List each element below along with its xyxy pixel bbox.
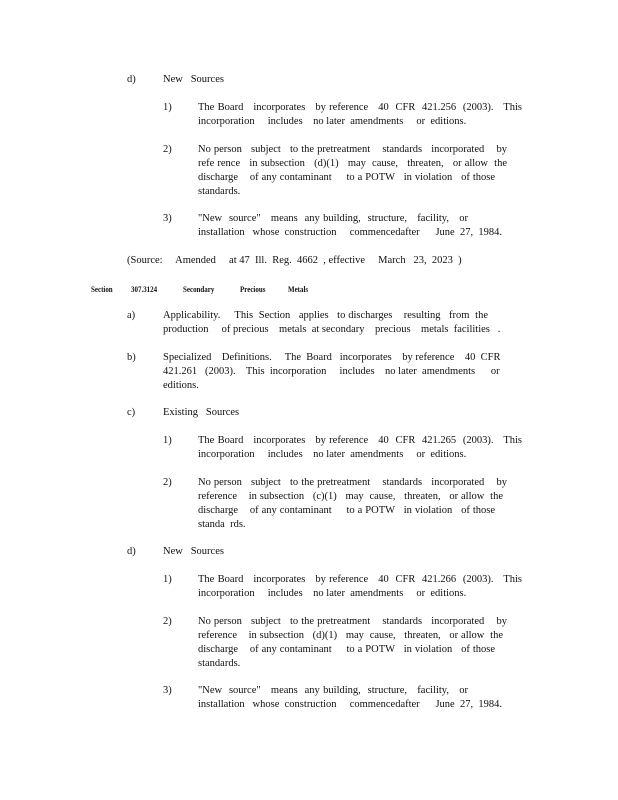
- item-number: 1): [163, 435, 172, 446]
- item-number: 2): [163, 144, 172, 155]
- section-word: Section: [91, 284, 113, 294]
- paragraph-line: discharge of any contaminant to a POTW in violation of those: [198, 505, 495, 516]
- paragraph-line: standards.: [198, 186, 241, 197]
- paragraph-line: discharge of any contaminant to a POTW in violation of those: [198, 172, 495, 183]
- item-number: 2): [163, 477, 172, 488]
- item-number: 3): [163, 213, 172, 224]
- paragraph: [198, 143, 507, 199]
- paragraph-line: "New source" means any building, structure, facility, or: [198, 213, 468, 224]
- paragraph-line: installation whose construction commencedafter June 27, 1984.: [198, 699, 502, 710]
- section-number: 307.3124: [131, 284, 158, 294]
- paragraph-line: installation whose construction commencedafter June 27, 1984.: [198, 227, 502, 238]
- paragraph-line: No person subject to the pretreatment standards incorporated by: [198, 616, 507, 627]
- subsection-title: New Sources: [163, 74, 224, 85]
- paragraph-line: standa rds.: [198, 519, 246, 530]
- paragraph: [198, 101, 522, 129]
- paragraph-line: reference in subsection (c)(1) may cause, threaten, or allow the: [198, 491, 503, 502]
- paragraph-line: Applicability. This Section applies to discharges resulting from the: [163, 310, 488, 321]
- paragraph-line: refe rence in subsection (d)(1) may cause, threaten, or allow the: [198, 158, 507, 169]
- subsection-label: d): [127, 74, 136, 85]
- subsection-title: Existing Sources: [163, 407, 240, 418]
- item-number: 3): [163, 685, 172, 696]
- paragraph-line: The Board incorporates by reference 40 CFR 421.256 (2003). This: [198, 102, 522, 113]
- paragraph-line: standards.: [198, 658, 241, 669]
- paragraph: [198, 434, 522, 462]
- item-number: 1): [163, 102, 172, 113]
- source-note: (Source: Amended at 47 Ill. Reg. 4662 , effective March 23, 2023 ): [127, 255, 462, 266]
- paragraph: [198, 476, 507, 532]
- item-number: 1): [163, 574, 172, 585]
- paragraph-line: discharge of any contaminant to a POTW in violation of those: [198, 644, 495, 655]
- paragraph: [198, 615, 507, 671]
- subsection-label: d): [127, 546, 136, 557]
- subsection-label: b): [127, 352, 136, 363]
- paragraph-line: "New source" means any building, structure, facility, or: [198, 685, 468, 696]
- paragraph: [163, 309, 501, 337]
- paragraph-line: incorporation includes no later amendments or editions.: [198, 116, 467, 127]
- paragraph-line: The Board incorporates by reference 40 CFR 421.265 (2003). This: [198, 435, 522, 446]
- paragraph: [198, 684, 502, 712]
- paragraph-line: reference in subsection (d)(1) may cause, threaten, or allow the: [198, 630, 503, 641]
- paragraph-line: production of precious metals at secondary precious metals facilities .: [163, 324, 501, 335]
- subsection-label: c): [127, 407, 136, 418]
- section-title-word: Secondary: [183, 284, 215, 294]
- paragraph: [163, 351, 501, 393]
- paragraph-line: The Board incorporates by reference 40 CFR 421.266 (2003). This: [198, 574, 522, 585]
- paragraph-line: Specialized Definitions. The Board incorporates by reference 40 CFR: [163, 352, 501, 363]
- section-title-word: Precious: [240, 284, 266, 294]
- paragraph-line: No person subject to the pretreatment standards incorporated by: [198, 144, 507, 155]
- paragraph-line: incorporation includes no later amendments or editions.: [198, 449, 467, 460]
- subsection-label: a): [127, 310, 136, 321]
- paragraph-line: No person subject to the pretreatment standards incorporated by: [198, 477, 507, 488]
- paragraph-line: 421.261 (2003). This incorporation includes no later amendments or: [163, 366, 500, 377]
- item-number: 2): [163, 616, 172, 627]
- paragraph: [198, 573, 522, 601]
- paragraph: [198, 212, 502, 240]
- paragraph-line: incorporation includes no later amendments or editions.: [198, 588, 467, 599]
- section-title-word: Metals: [288, 284, 309, 294]
- paragraph-line: editions.: [163, 380, 199, 391]
- subsection-title: New Sources: [163, 546, 224, 557]
